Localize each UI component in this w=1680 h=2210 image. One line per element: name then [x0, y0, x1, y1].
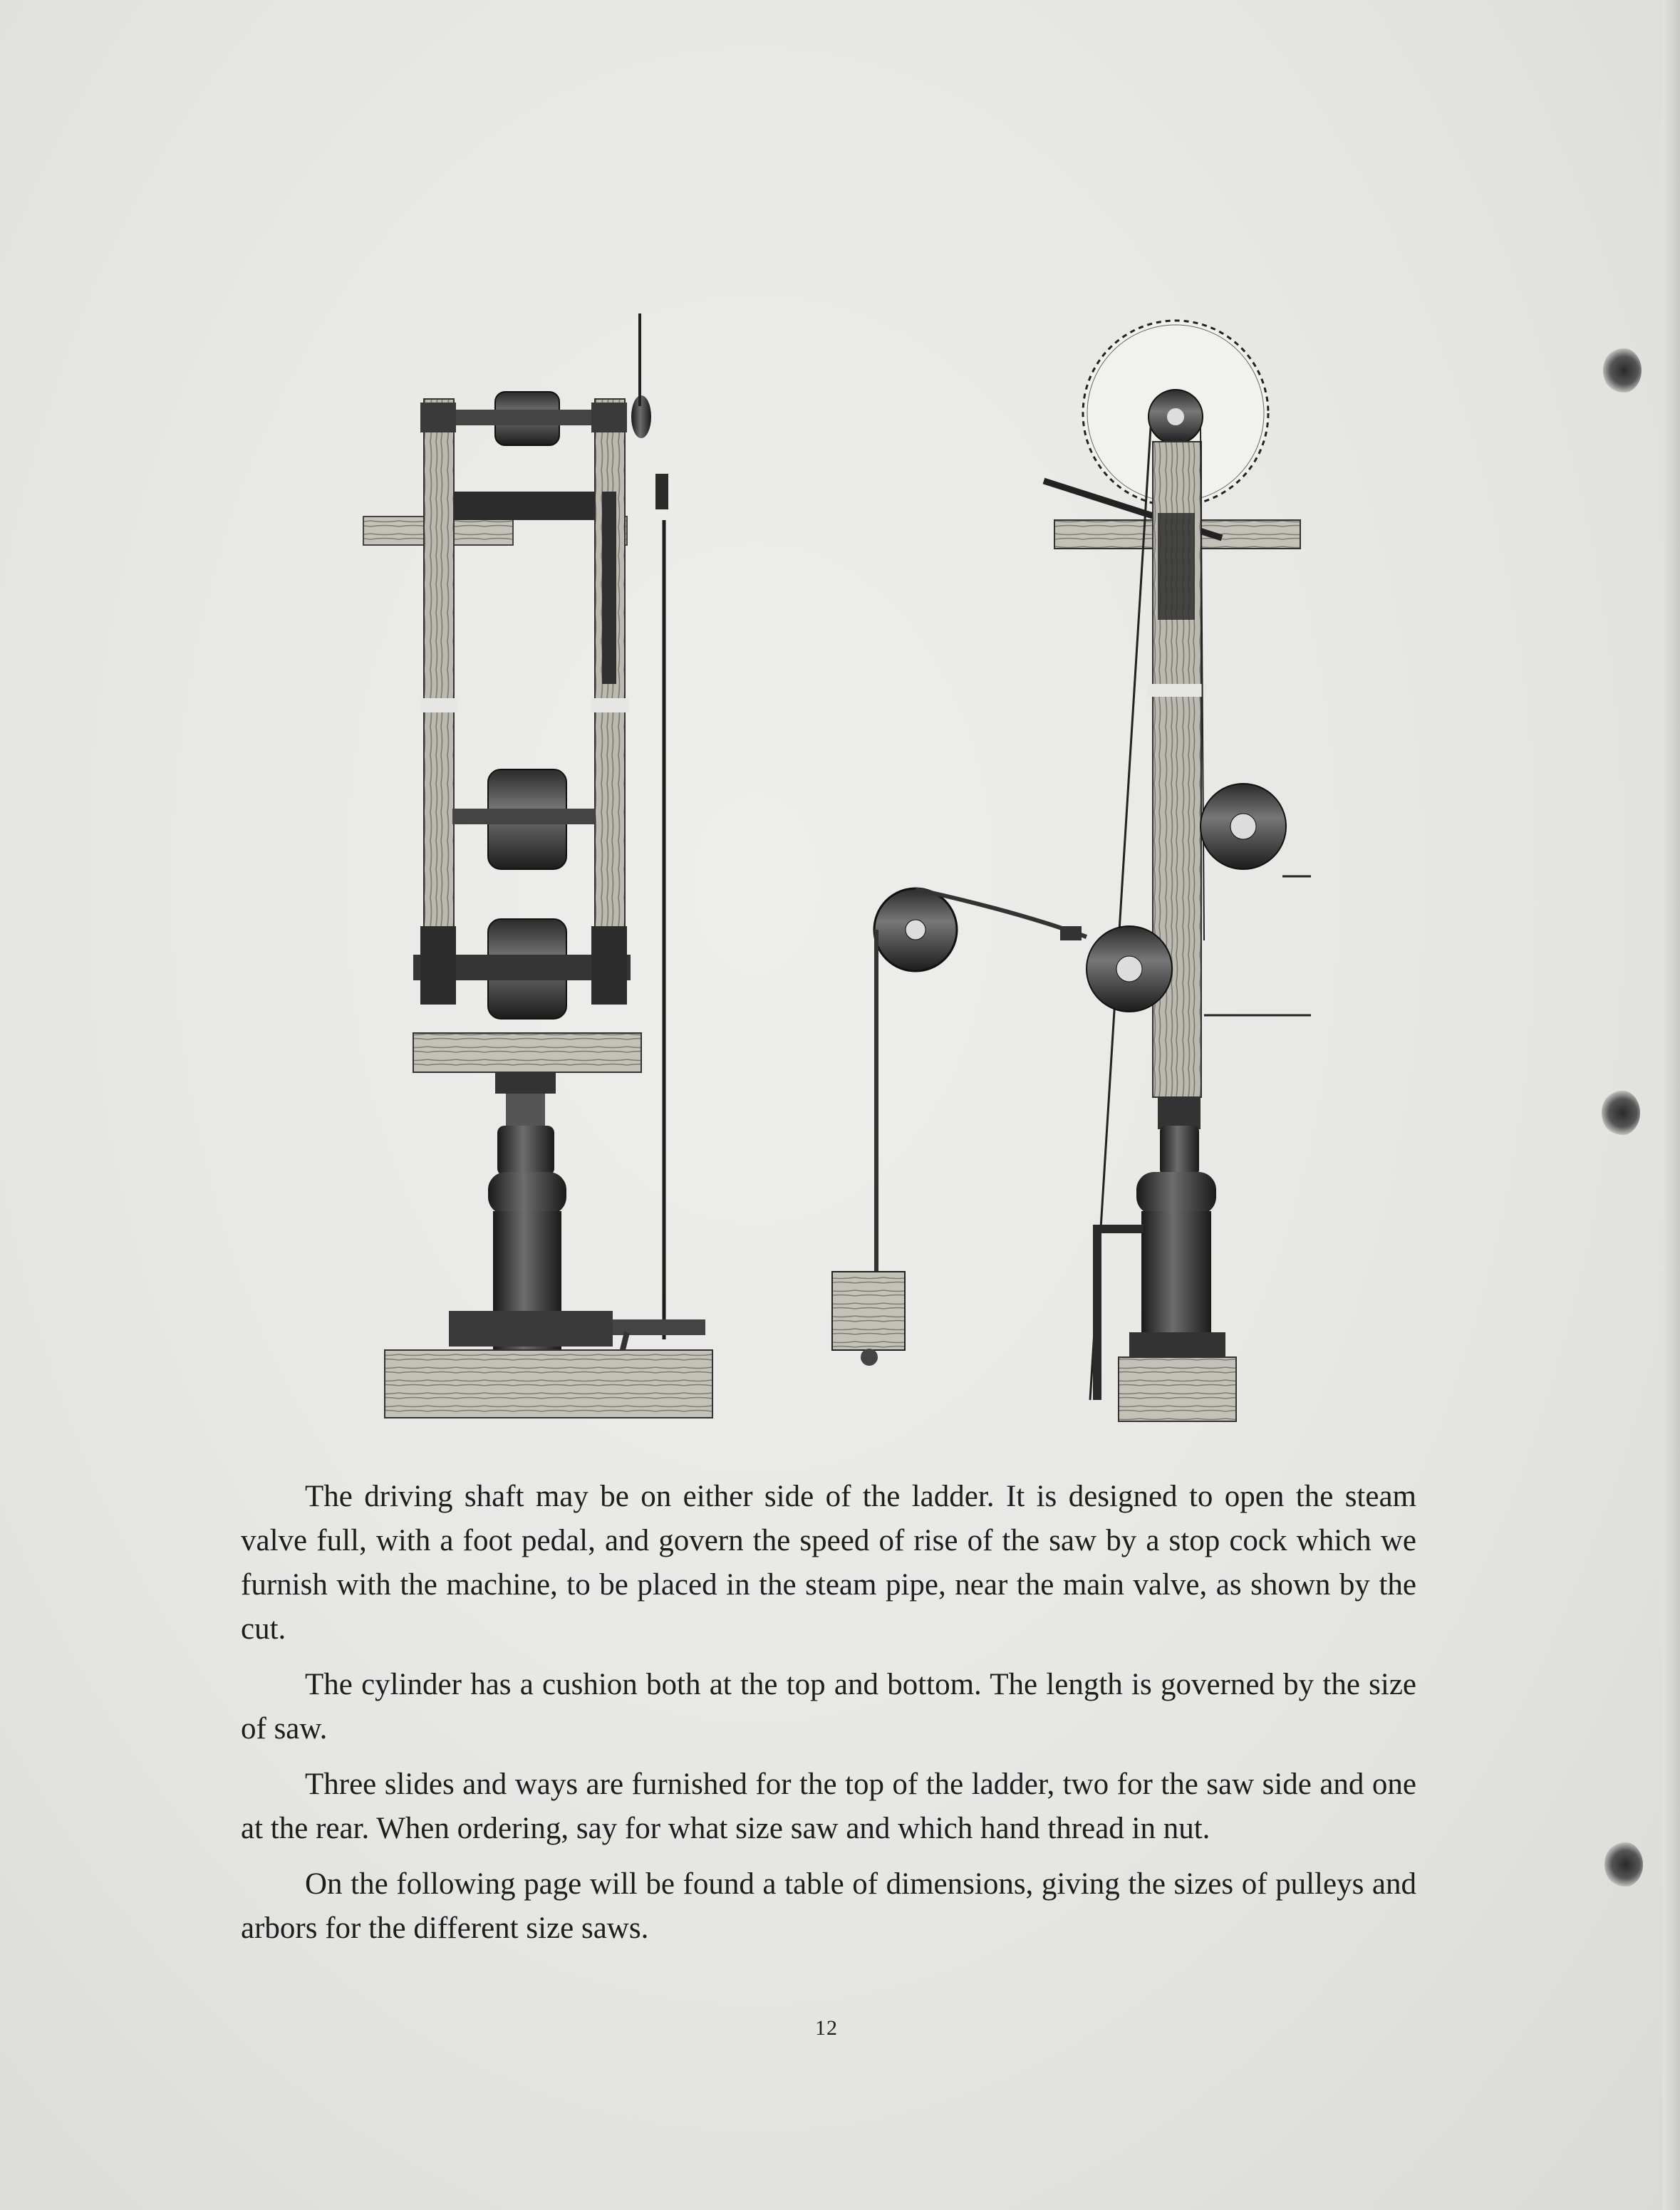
- punch-hole-icon: [1604, 1842, 1643, 1887]
- side-view-saw-lift: [832, 321, 1311, 1421]
- paragraph: The driving shaft may be on either side of the ladder. It is designed to open the steam valve full, with a foot pedal, and govern the speed of rise of the saw by a stop cock which we furnish with the machine, to be placed in the steam pipe, near the main valve, as shown by the cut.: [241, 1480, 1416, 1646]
- paragraph: On the following page will be found a table of dimensions, giving the sizes of pulleys and arbors for the different size saws.: [241, 1867, 1416, 1945]
- saw-lift-illustration: [342, 299, 1325, 1439]
- body-text: [241, 1475, 1416, 1962]
- punch-hole-icon: [1602, 1090, 1640, 1136]
- punch-hole-icon: [1603, 348, 1642, 393]
- paragraph: Three slides and ways are furnished for the top of the ladder, two for the saw side and one at the rear. When ordering, say for what size saw and which hand thread in nut.: [241, 1768, 1416, 1845]
- page-number: 12: [815, 2016, 838, 2040]
- page-edge: [1663, 0, 1680, 2210]
- front-view-saw-lift: [363, 313, 712, 1418]
- paragraph: The cylinder has a cushion both at the top and bottom. The length is governed by the size of saw.: [241, 1668, 1416, 1745]
